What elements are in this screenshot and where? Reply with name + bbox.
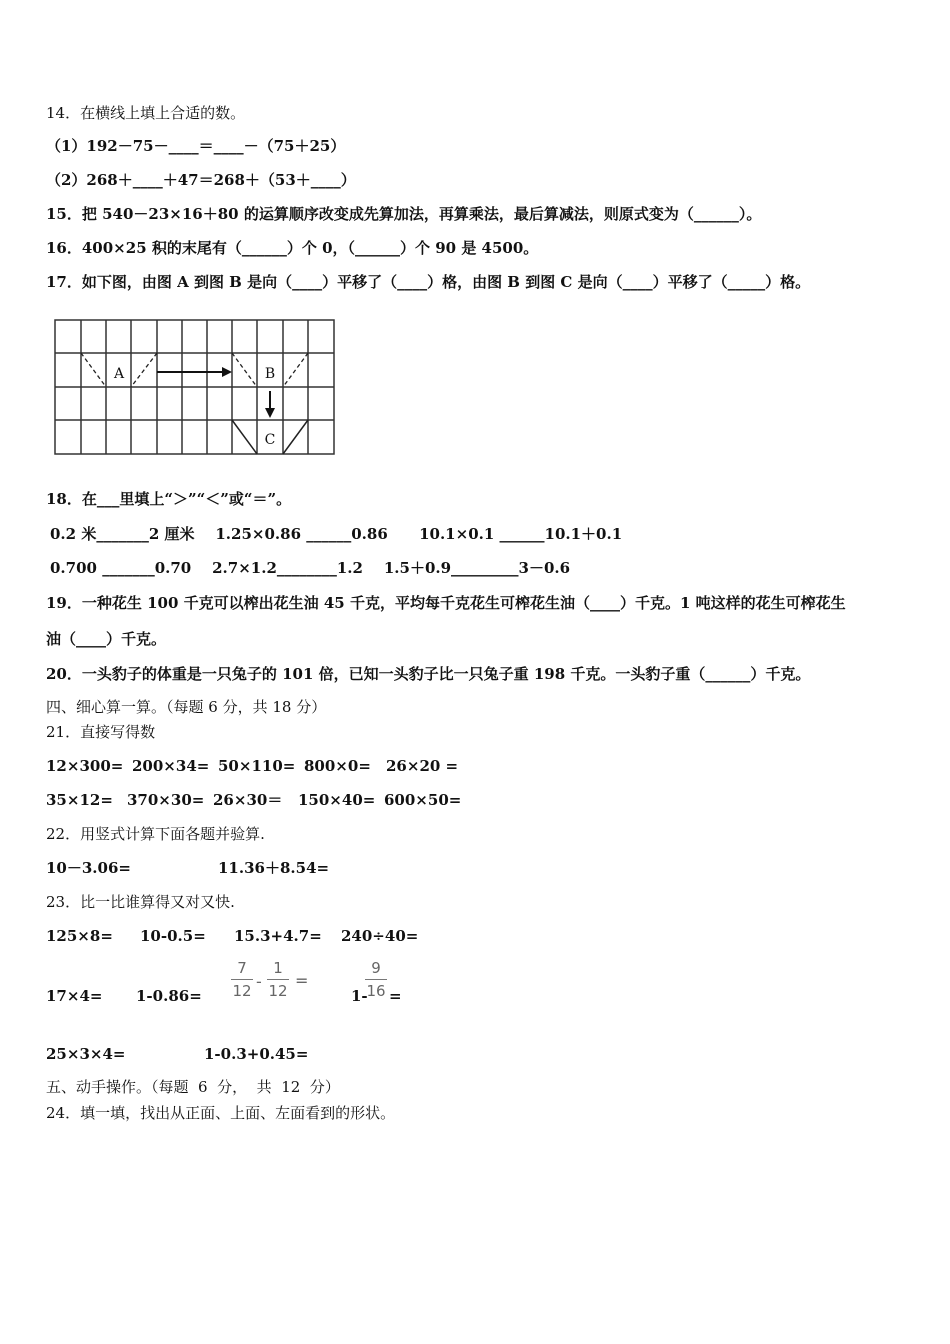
q21-title: 21．直接写得数 <box>46 723 156 741</box>
fraction-denominator: 12 <box>232 982 252 1000</box>
fraction-denominator: 12 <box>268 982 288 1000</box>
q18-title: 18．在___里填上“＞”“＜”或“＝”。 <box>46 490 292 508</box>
q18-row1: 0.2 米_______2 厘米 1.25×0.86 ______0.86 10.1×0.1 ______10.1＋0.1 <box>50 525 623 543</box>
fraction-9-16 <box>365 959 387 1000</box>
q24-text: 24．填一填，找出从正面、上面、左面看到的形状。 <box>46 1104 396 1122</box>
q21-r2-c5: 600×50= <box>384 791 462 809</box>
q23-title: 23．比一比谁算得又对又快. <box>46 893 235 911</box>
q23-r3-c2: 1-0.3+0.45= <box>204 1045 309 1063</box>
q14-part1: （1）192－75－____＝____－（75＋25） <box>46 137 346 155</box>
q21-r1-c3: 50×110= <box>218 757 296 775</box>
q22-item2: 11.36＋8.54= <box>218 859 330 877</box>
fraction-numerator: 7 <box>237 959 247 977</box>
q20-text: 20．一头豹子的体重是一只兔子的 101 倍，已知一头豹子比一只兔子重 198 千克。一头豹子重（______）千克。 <box>46 665 811 683</box>
q14-title: 14．在横线上填上合适的数。 <box>46 104 246 122</box>
q23-r3-c1: 25×3×4= <box>46 1045 126 1063</box>
section5-heading: 五、动手操作。（每题 6 分， 共 12 分） <box>46 1078 340 1096</box>
equals-sign: = <box>295 971 309 990</box>
q22-item1: 10－3.06= <box>46 859 131 877</box>
q23-r2-c2: 1-0.86= <box>136 987 202 1005</box>
q23-r1-c1: 125×8= <box>46 927 113 945</box>
q21-r1-c4: 800×0= <box>304 757 371 775</box>
q21-r2-c4: 150×40= <box>298 791 376 809</box>
q19-line2: 油（____）千克。 <box>46 630 167 648</box>
minus-sign: - <box>256 972 262 991</box>
q18-row2: 0.700 _______0.70 2.7×1.2________1.2 1.5＋0.9_________3－0.6 <box>50 559 571 577</box>
fraction-7-12 <box>231 959 253 1000</box>
q23-frac2-equals: = <box>389 987 402 1005</box>
translation-grid-figure <box>50 316 340 458</box>
q23-r1-c2: 10-0.5= <box>140 927 206 945</box>
q21-r2-c1: 35×12= <box>46 791 113 809</box>
section4-heading: 四、细心算一算。（每题 6 分，共 18 分） <box>46 698 327 716</box>
q23-frac2-prefix: 1- <box>351 987 368 1005</box>
fraction-numerator: 9 <box>371 959 381 977</box>
q14-part2: （2）268＋____＋47＝268＋（53＋____） <box>46 171 356 189</box>
q23-r1-c3: 15.3+4.7= <box>234 927 322 945</box>
q21-r1-c1: 12×300= <box>46 757 124 775</box>
arrow-b-to-c <box>265 391 275 418</box>
q21-r2-c3: 26×30＝ <box>213 791 283 809</box>
q23-r1-c4: 240÷40= <box>341 927 419 945</box>
q17-text: 17．如下图，由图 A 到图 B 是向（____）平移了（____）格，由图 B 到图 C 是向（____）平移了（_____）格。 <box>46 273 811 291</box>
q22-title: 22．用竖式计算下面各题并验算. <box>46 825 265 843</box>
q21-r2-c2: 370×30= <box>127 791 205 809</box>
q19-line1: 19．一种花生 100 千克可以榨出花生油 45 千克，平均每千克花生可榨花生油（____）千克。1 吨这样的花生可榨花生 <box>46 594 846 612</box>
fraction-1-12 <box>267 959 289 1000</box>
label-b: B <box>264 366 276 382</box>
q15-text: 15．把 540－23×16＋80 的运算顺序改变成先算加法，再算乘法，最后算减法，则原式变为（______）。 <box>46 205 762 223</box>
fraction-numerator: 1 <box>273 959 283 977</box>
q21-r1-c5: 26×20 = <box>386 757 459 775</box>
q23-r2-c1: 17×4= <box>46 987 103 1005</box>
arrow-a-to-b <box>157 367 232 377</box>
label-c: C <box>264 432 276 448</box>
q21-r1-c2: 200×34= <box>132 757 210 775</box>
q16-text: 16．400×25 积的末尾有（______）个 0，（______）个 90 是 4500。 <box>46 239 539 257</box>
fraction-denominator: 16 <box>366 982 386 1000</box>
label-a: A <box>113 366 125 382</box>
